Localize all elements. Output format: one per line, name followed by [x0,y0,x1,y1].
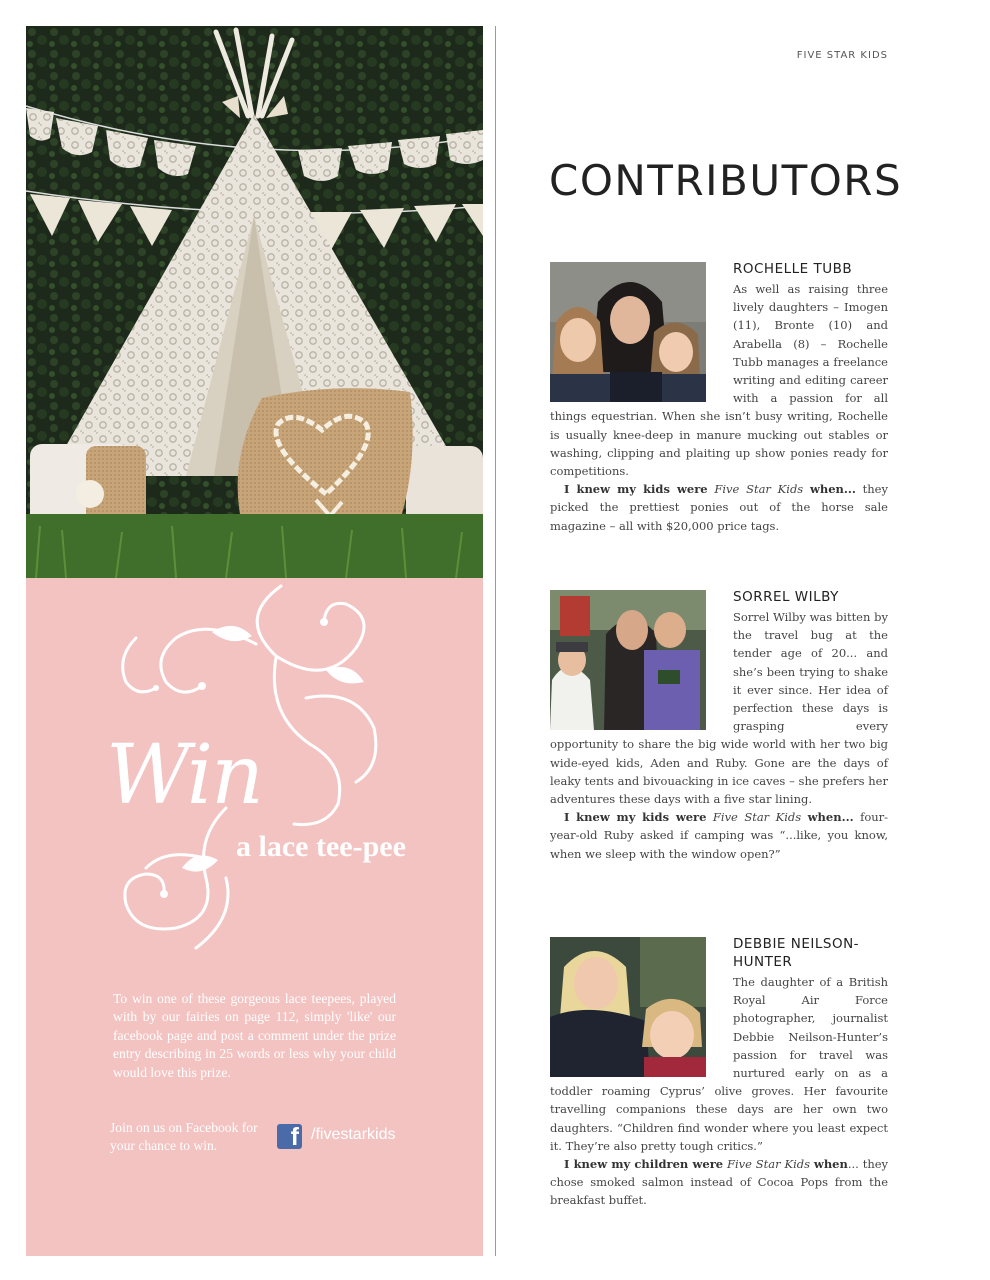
contributor-five-star-note [550,480,888,535]
contributor-rochelle-tubb [550,262,888,535]
note-italic: Five Star Kids [726,1157,811,1172]
contributor-bio: Sorrel Wilby was bitten by the travel bug at the tender age of 20... and she’s been trying to shake it ever since. Her idea of perfection these days is grasping every opportunity to share the big wide world with her two big wide-eyed kids, Aden and Ruby. Gone are the days of leaky tents and bivouacking in ice caves – she prefers her adventures these days with a five star lining. [550,610,888,807]
contributor-name: ROCHELLE TUBB [733,261,853,277]
note-text: they picked the prettiest ponies out of the horse sale magazine – all with $20,000 price tags. [550,482,888,533]
contributor-bio: The daughter of a British Royal Air Force photographer, journalist Debbie Neilson-Hunter’s passion for travel was nurtured early on as a toddler roaming Cyprus’ olive groves. Her favourite travelling companions these days are her own two daughters. “Children find wonder where you least expect it. They’re also pretty tough critics.” [550,975,888,1153]
teepee-photo [26,26,483,578]
note-italic: Five Star Kids [712,810,802,825]
win-subheading: a lace tee-pee [236,830,406,863]
running-head: FIVE STAR KIDS [796,50,888,61]
note-lead: I knew my kids were [564,482,708,497]
contributor-name: SORREL WILBY [733,589,839,605]
note-when: when... [807,810,854,825]
page-title: CONTRIBUTORS [549,156,903,205]
win-heading: Win [106,728,262,823]
note-text: ... they chose smoked salmon instead of Cocoa Pops from the breakfast buffet. [550,1157,889,1208]
contributor-five-star-note [550,808,888,863]
win-entry-text: To win one of these gorgeous lace teepees, played with by our fairies on page 112, simply 'like' our facebook page and post a comment under the prize entry describing in 25 words or less why your child would love this prize. [113,991,396,1080]
note-lead: I knew my kids were [564,810,707,825]
contributor-photo [550,262,706,402]
contributor-photo [550,937,706,1077]
contributor-sorrel-wilby [550,590,888,863]
note-text: four-year-old Ruby asked if camping was “...like, you know, when we sleep with the window open?” [550,810,889,861]
column-divider [495,26,496,1256]
contributor-photo [550,590,706,730]
contributor-name: DEBBIE NEILSON-HUNTER [733,936,860,970]
facebook-invite-text: Join on us on Facebook for your chance to win. [110,1120,258,1154]
contributor-bio: As well as raising three lively daughters – Imogen (11), Bronte (10) and Arabella (8) – Rochelle Tubb manages a freelance writing and editing career with a passion for all things equestrian. When she isn’t busy writing, Rochelle is usually knee-deep in manure mucking out stables or washing, clipping and plaiting up show ponies ready for competitions. [550,282,888,479]
facebook-icon[interactable]: f [277,1124,302,1149]
facebook-handle-link[interactable]: /fivestarkids [311,1126,396,1143]
note-italic: Five Star Kids [714,482,804,497]
win-advertisement [26,26,483,1256]
contributor-five-star-note [550,1155,888,1210]
note-when: when... [809,482,856,497]
note-when: when [813,1157,848,1172]
contributor-debbie-neilson-hunter [550,937,888,1210]
note-lead: I knew my children were [564,1157,724,1172]
win-panel [26,578,483,1256]
